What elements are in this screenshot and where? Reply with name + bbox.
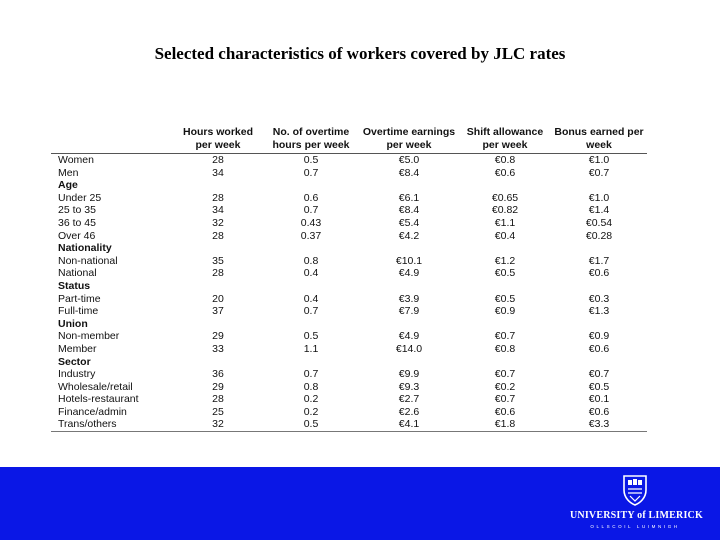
table-cell: €0.4 xyxy=(494,229,516,242)
table-cell: 32 xyxy=(212,216,224,229)
row-label: Under 25 xyxy=(58,191,102,204)
table-cell: €6.1 xyxy=(398,191,420,204)
table-cell: €1.3 xyxy=(588,305,610,318)
table-cell: €0.5 xyxy=(588,380,610,393)
table-cell: €10.1 xyxy=(395,254,423,267)
table-cell: €5.4 xyxy=(398,216,420,229)
table-cell: €2.7 xyxy=(398,393,420,406)
table-row xyxy=(51,167,647,180)
table-cell: 28 xyxy=(212,229,224,242)
row-label: Non-member xyxy=(58,330,120,343)
table-cell: 33 xyxy=(212,342,224,355)
table-cell: 0.8 xyxy=(303,380,319,393)
table-cell: €0.8 xyxy=(459,154,551,167)
table-cell: €0.6 xyxy=(588,267,610,280)
row-label: National xyxy=(58,267,97,280)
table-cell: €0.5 xyxy=(494,267,516,280)
table-cell: €3.9 xyxy=(398,292,420,305)
table-row xyxy=(51,204,647,217)
table-cell: €0.65 xyxy=(491,191,519,204)
row-label: Member xyxy=(58,342,97,355)
table-cell: €0.9 xyxy=(494,305,516,318)
table-group-row xyxy=(51,356,647,369)
table-cell: €0.7 xyxy=(588,368,610,381)
row-label: Men xyxy=(58,166,79,179)
table-cell: €0.7 xyxy=(494,393,516,406)
table-cell: 0.7 xyxy=(303,305,319,318)
row-label: Wholesale/retail xyxy=(58,380,133,393)
table-row xyxy=(51,343,647,356)
table-cell: €0.9 xyxy=(588,330,610,343)
characteristics-table xyxy=(51,125,647,432)
table-row xyxy=(51,393,647,406)
table-cell: €0.7 xyxy=(494,368,516,381)
table-row xyxy=(51,418,647,431)
row-label: Hotels-restaurant xyxy=(58,393,139,406)
table-cell: 0.7 xyxy=(303,368,319,381)
table-row xyxy=(51,217,647,230)
row-label: 36 to 45 xyxy=(58,216,96,229)
row-label: 25 to 35 xyxy=(58,204,96,217)
table-cell: €0.6 xyxy=(588,342,610,355)
group-label: Nationality xyxy=(58,242,112,255)
table-row xyxy=(51,381,647,394)
table-cell: 0.6 xyxy=(303,191,319,204)
table-cell: €9.9 xyxy=(398,368,420,381)
table-cell: 0.8 xyxy=(303,254,319,267)
table-group-row xyxy=(51,242,647,255)
row-label: Over 46 xyxy=(58,229,96,242)
table-cell: 0.5 xyxy=(263,154,359,167)
table-body xyxy=(51,154,647,432)
characteristics-table-container xyxy=(51,125,647,432)
table-cell: €2.6 xyxy=(398,405,420,418)
table-cell: 28 xyxy=(212,267,224,280)
table-cell: 0.7 xyxy=(303,204,319,217)
table-cell: 35 xyxy=(212,254,224,267)
table-cell: €0.6 xyxy=(494,166,516,179)
column-header: Hours worked per week xyxy=(173,125,263,154)
table-cell: 0.43 xyxy=(300,216,322,229)
table-cell: 0.5 xyxy=(263,418,359,431)
table-row xyxy=(51,406,647,419)
row-label: Finance/admin xyxy=(58,405,127,418)
table-cell: €3.3 xyxy=(551,418,647,431)
table-cell: 0.4 xyxy=(303,267,319,280)
table-cell: 32 xyxy=(173,418,263,431)
table-cell: €1.2 xyxy=(494,254,516,267)
row-label: Full-time xyxy=(58,305,99,318)
table-cell: €0.6 xyxy=(588,405,610,418)
table-cell: 28 xyxy=(212,191,224,204)
table-row xyxy=(51,330,647,343)
row-label: Non-national xyxy=(58,254,118,267)
university-logo xyxy=(570,472,703,534)
table-cell: 25 xyxy=(212,405,224,418)
table-cell: €1.0 xyxy=(551,154,647,167)
table-cell: €0.7 xyxy=(494,330,516,343)
table-cell: €0.8 xyxy=(494,342,516,355)
table-row xyxy=(51,255,647,268)
table-cell: €0.82 xyxy=(491,204,519,217)
column-header: Shift allowance per week xyxy=(459,125,551,154)
university-subtitle: OLLSCOIL LUIMNIGH xyxy=(590,524,680,529)
table-cell: 0.5 xyxy=(303,330,319,343)
table-cell: €1.0 xyxy=(588,191,610,204)
table-group-row xyxy=(51,179,647,192)
table-row xyxy=(51,293,647,306)
table-cell: €7.9 xyxy=(398,305,420,318)
table-cell: 20 xyxy=(212,292,224,305)
table-cell: €8.4 xyxy=(398,204,420,217)
row-label: Women xyxy=(51,154,173,167)
table-row xyxy=(51,230,647,243)
crest-icon xyxy=(622,474,648,506)
table-cell: 28 xyxy=(173,154,263,167)
table-cell: 0.2 xyxy=(303,405,319,418)
table-cell: €4.1 xyxy=(359,418,459,431)
group-label: Age xyxy=(58,179,78,192)
table-header-row xyxy=(51,125,647,154)
table-cell: €9.3 xyxy=(398,380,420,393)
table-cell: €4.9 xyxy=(398,330,420,343)
table-row xyxy=(51,368,647,381)
table-cell: 0.2 xyxy=(303,393,319,406)
table-group-row xyxy=(51,280,647,293)
table-cell: €0.54 xyxy=(585,216,613,229)
column-header: No. of overtime hours per week xyxy=(263,125,359,154)
table-cell: €0.5 xyxy=(494,292,516,305)
table-cell: €4.2 xyxy=(398,229,420,242)
table-cell: 37 xyxy=(212,305,224,318)
table-cell: €1.4 xyxy=(588,204,610,217)
table-cell: 36 xyxy=(212,368,224,381)
table-cell: €0.1 xyxy=(588,393,610,406)
row-label: Part-time xyxy=(58,292,101,305)
table-group-row xyxy=(51,318,647,331)
table-row xyxy=(51,267,647,280)
table-cell: €8.4 xyxy=(398,166,420,179)
table-cell: €4.9 xyxy=(398,267,420,280)
group-label: Status xyxy=(58,279,91,292)
column-header: Overtime earnings per week xyxy=(359,125,459,154)
column-header: Bonus earned per week xyxy=(551,125,647,154)
table-row xyxy=(51,154,647,167)
table-cell: 0.4 xyxy=(303,292,319,305)
column-header xyxy=(51,125,173,154)
table-cell: €0.6 xyxy=(494,405,516,418)
table-cell: 29 xyxy=(212,330,224,343)
table-row xyxy=(51,192,647,205)
group-label: Union xyxy=(58,317,88,330)
table-cell: €1.1 xyxy=(494,216,516,229)
table-cell: 0.37 xyxy=(300,229,322,242)
table-cell: 1.1 xyxy=(303,342,319,355)
table-cell: 29 xyxy=(212,380,224,393)
table-cell: €0.7 xyxy=(588,166,610,179)
row-label: Trans/others xyxy=(51,418,173,431)
university-name: UNIVERSITY of LIMERICK xyxy=(570,510,703,521)
table-cell: 0.7 xyxy=(303,166,319,179)
slide-title: Selected characteristics of workers covered by JLC rates xyxy=(154,44,566,63)
table-cell: €14.0 xyxy=(395,342,423,355)
table-cell: €0.2 xyxy=(494,380,516,393)
row-label: Industry xyxy=(58,368,96,381)
table-cell: €1.8 xyxy=(459,418,551,431)
group-label: Sector xyxy=(58,355,91,368)
table-row xyxy=(51,305,647,318)
table-cell: 34 xyxy=(212,166,224,179)
table-cell: €0.3 xyxy=(588,292,610,305)
table-cell: 34 xyxy=(212,204,224,217)
table-cell: 28 xyxy=(212,393,224,406)
table-cell: €0.28 xyxy=(585,229,613,242)
table-cell: €5.0 xyxy=(359,154,459,167)
table-cell: €1.7 xyxy=(588,254,610,267)
